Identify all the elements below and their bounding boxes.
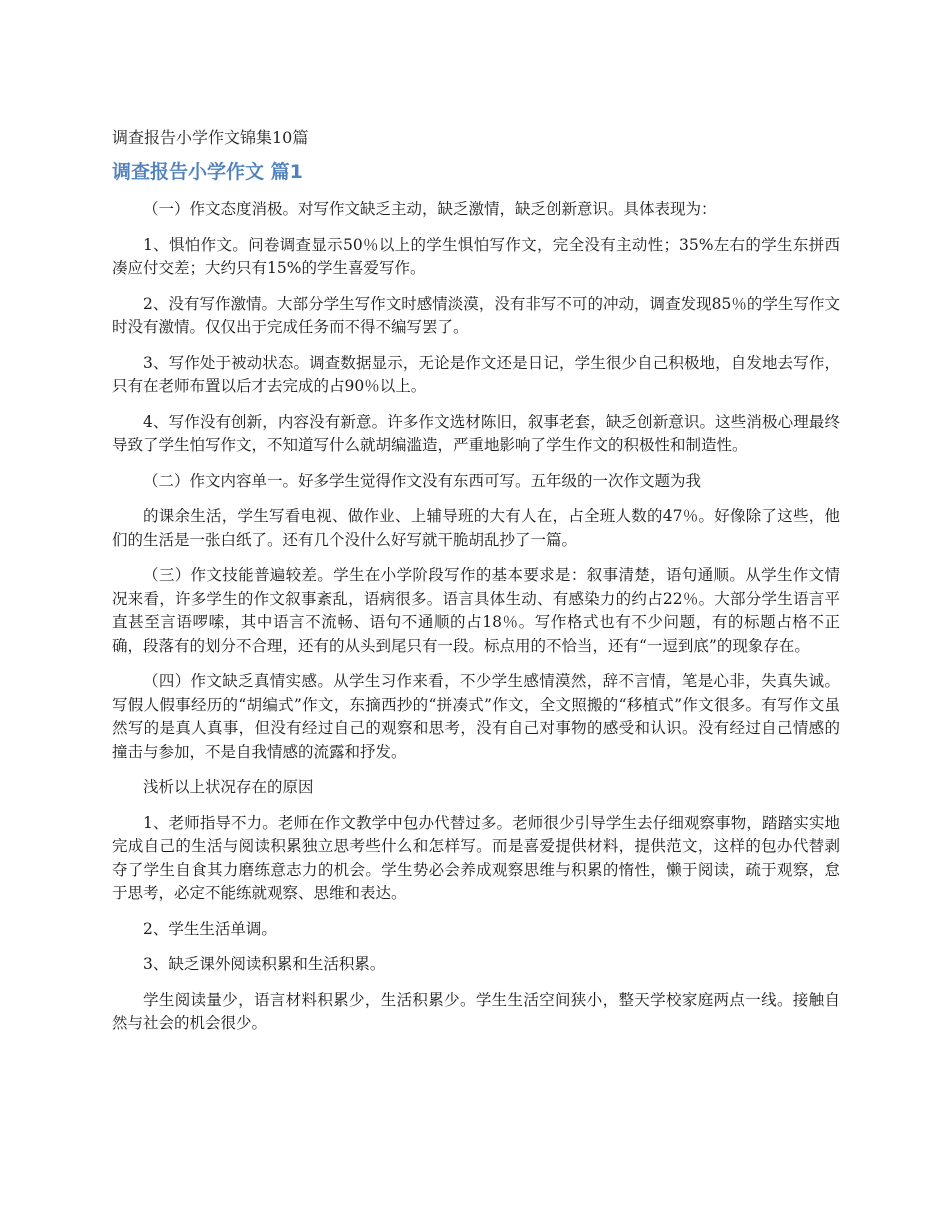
paragraph-content-single: （二）作文内容单一。好多学生觉得作文没有东西可写。五年级的一次作文题为我 <box>143 471 702 490</box>
paragraph-after-school: 的课余生活，学生写看电视、做作业、上辅导班的大有人在，占全班人数的47％。好像除了这些，他们的生活是一张白纸了。还有几个没什么好写就干脆胡乱抄了一篇。 <box>112 507 840 549</box>
paragraph-monotonous-life: 2、学生生活单调。 <box>143 919 277 938</box>
document-title: 调查报告小学作文锦集10篇 <box>112 128 309 147</box>
paragraph-no-passion: 2、没有写作激情。大部分学生写作文时感情淡漠，没有非写不可的冲动，调查发现85％的学生写作文时没有激情。仅仅出于完成任务而不得不编写罢了。 <box>112 294 840 336</box>
document-page <box>112 126 840 1048</box>
paragraph-lack-reading: 3、缺乏课外阅读积累和生活积累。 <box>143 955 386 973</box>
paragraph-attitude: （一）作文态度消极。对写作文缺乏主动，缺乏激情，缺乏创新意识。具体表现为： <box>143 200 717 218</box>
paragraph-sincerity: （四）作文缺乏真情实感。从学生习作来看，不少学生感情漠然，辞不言情，笔是心非，失真失诚。写假人假事经历的“胡编式”作文，东摘西抄的“拼凑式”作文，全文照搬的“移植式”作文很多。有写作文虽然写的是真人真事，但没有经过自己的观察和思考，没有自己对事物的感受和认识。没有经过自己情感的撞击与参加，不是自我情感的流露和抒发。 <box>112 672 840 761</box>
paragraph-reading-volume: 学生阅读量少，语言材料积累少，生活积累少。学生生活空间狭小，整天学校家庭两点一线。接触自然与社会的机会很少。 <box>112 990 840 1032</box>
paragraph-causes-heading: 浅析以上状况存在的原因 <box>143 778 314 796</box>
section-heading: 调查报告小学作文 篇1 <box>112 161 303 183</box>
paragraph-passive: 3、写作处于被动状态。调查数据显示，无论是作文还是日记，学生很少自己积极地，自发地去写作，只有在老师布置以后才去完成的占90％以上。 <box>112 353 840 395</box>
paragraph-teacher-guidance: 1、老师指导不力。老师在作文教学中包办代替过多。老师很少引导学生去仔细观察事物，踏踏实实地完成自己的生活与阅读积累独立思考些什么和怎样写。而是喜爱提供材料，提供范文，这样的包办代替剥夺了学生自食其力磨练意志力的机会。学生势必会养成观察思维与积累的惰性，懒于阅读，疏于观察，怠于思考，必定不能练就观察、思维和表达。 <box>112 813 840 902</box>
paragraph-skills: （三）作文技能普遍较差。学生在小学阶段写作的基本要求是：叙事清楚，语句通顺。从学生作文情况来看，许多学生的作文叙事紊乱，语病很多。语言具体生动、有感染力的约占22％。大部分学生语言平直甚至言语啰嗦，其中语言不流畅、语句不通顺的占18％。写作格式也有不少问题，有的标题占格不正确，段落有的划分不合理，还有的从头到尾只有一段。标点用的不恰当，还有“一逗到底”的现象存在。 <box>112 566 840 655</box>
paragraph-no-innovation: 4、写作没有创新，内容没有新意。许多作文选材陈旧，叙事老套，缺乏创新意识。这些消极心理最终导致了学生怕写作文，不知道写什么就胡编滥造，严重地影响了学生作文的积极性和制造性。 <box>112 412 840 454</box>
paragraph-fear: 1、惧怕作文。问卷调查显示50％以上的学生惧怕写作文，完全没有主动性；35%左右的学生东拼西凑应付交差；大约只有15%的学生喜爱写作。 <box>112 235 840 277</box>
